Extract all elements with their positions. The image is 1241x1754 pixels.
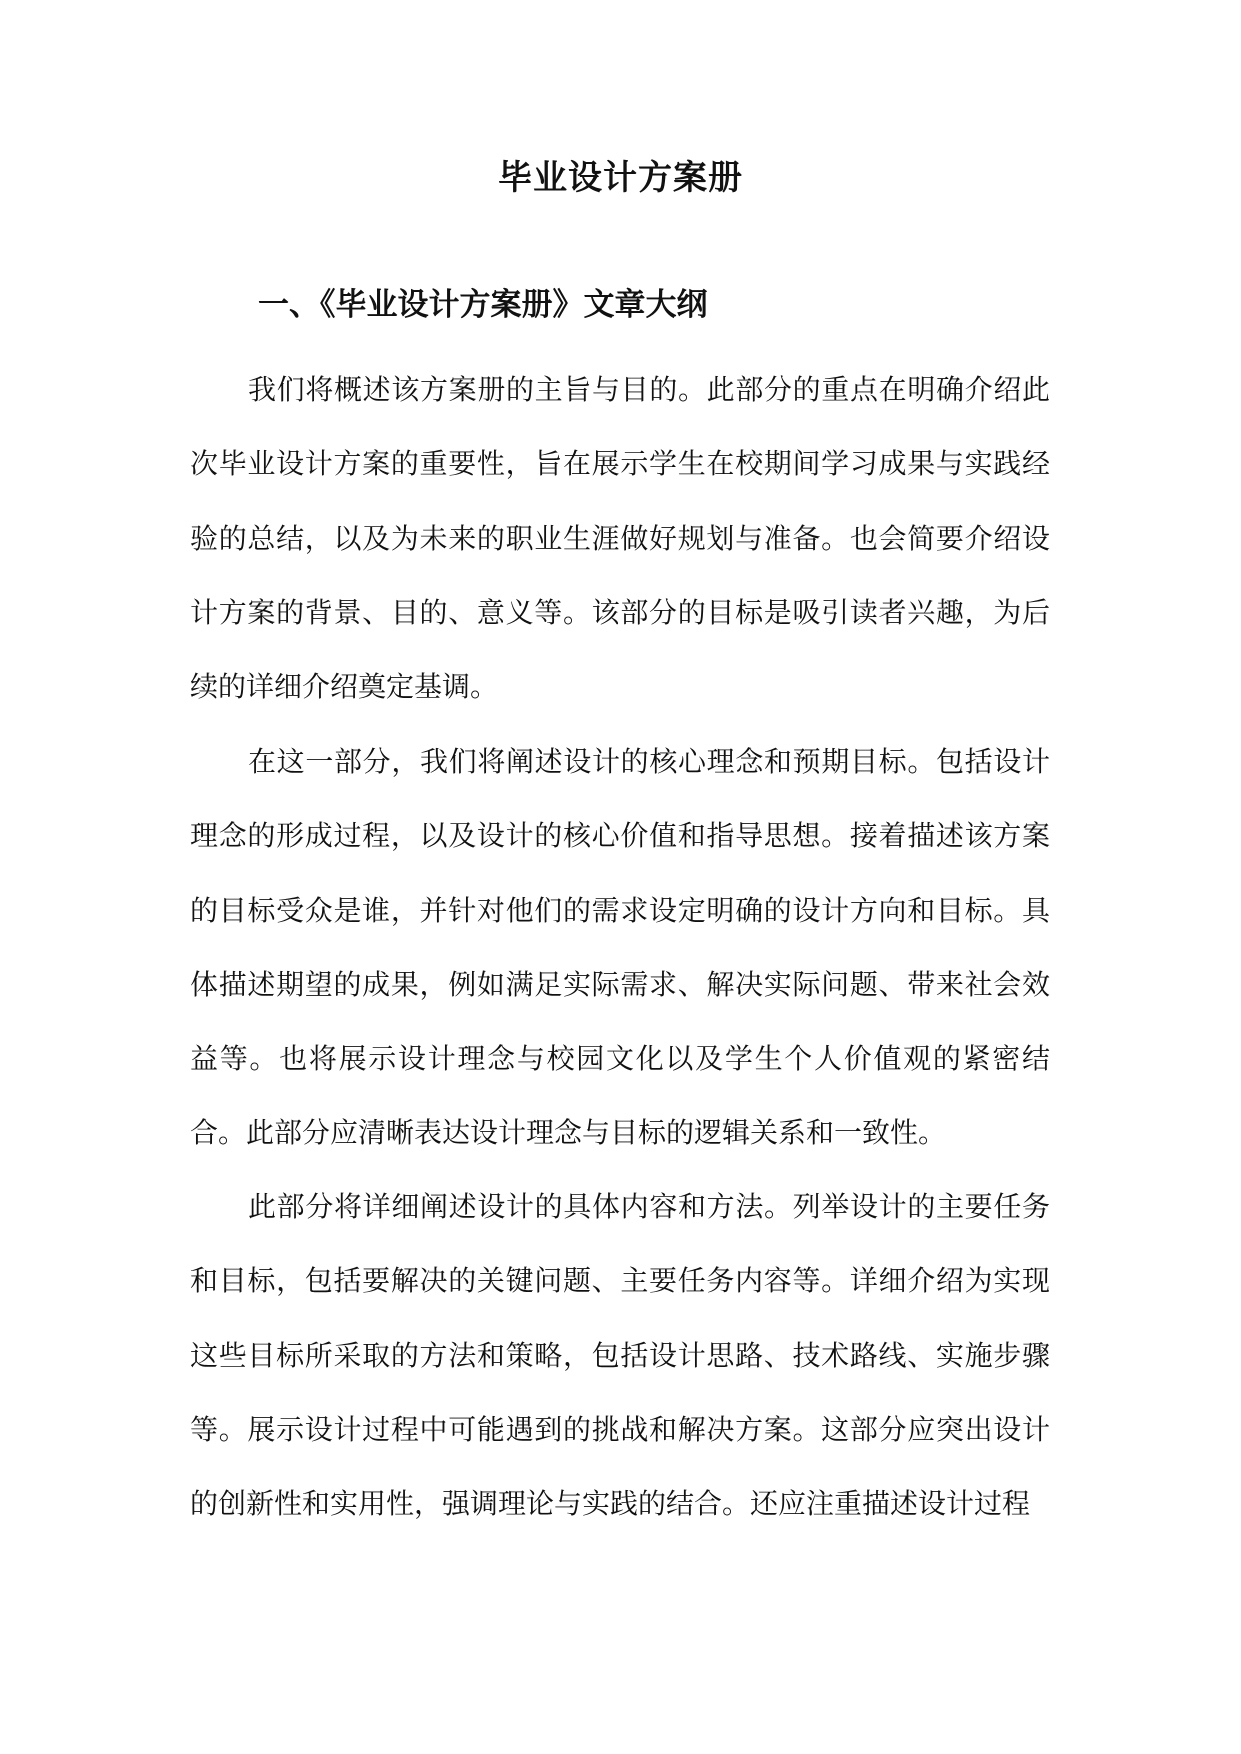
section-heading: 一、《毕业设计方案册》文章大纲 — [258, 287, 708, 323]
document-title: 毕业设计方案册 — [498, 158, 743, 198]
body-paragraph-2: 在这一部分，我们将阐述设计的核心理念和预期目标。包括设计理念的形成过程，以及设计的核心价值和指导思想。接着描述该方案的目标受众是谁，并针对他们的需求设定明确的设计方向和目标。具体描述期望的成果，例如满足实际需求、解决实际问题、带来社会效益等。也将展示设计理念与校园文化以及学生个人价值观的紧密结合。此部分应清晰表达设计理念与目标的逻辑关系和一致性。 — [190, 745, 1050, 1150]
body-paragraph-3: 此部分将详细阐述设计的具体内容和方法。列举设计的主要任务和目标，包括要解决的关键问题、主要任务内容等。详细介绍为实现这些目标所采取的方法和策略，包括设计思路、技术路线、实施步骤等。展示设计过程中可能遇到的挑战和解决方案。这部分应突出设计的创新性和实用性，强调理论与实践的结合。还应注重描述设计过程 — [190, 1190, 1050, 1521]
body-paragraph-1: 我们将概述该方案册的主旨与目的。此部分的重点在明确介绍此次毕业设计方案的重要性，旨在展示学生在校期间学习成果与实践经验的总结，以及为未来的职业生涯做好规划与准备。也会简要介绍设计方案的背景、目的、意义等。该部分的目标是吸引读者兴趣，为后续的详细介绍奠定基调。 — [190, 373, 1050, 704]
